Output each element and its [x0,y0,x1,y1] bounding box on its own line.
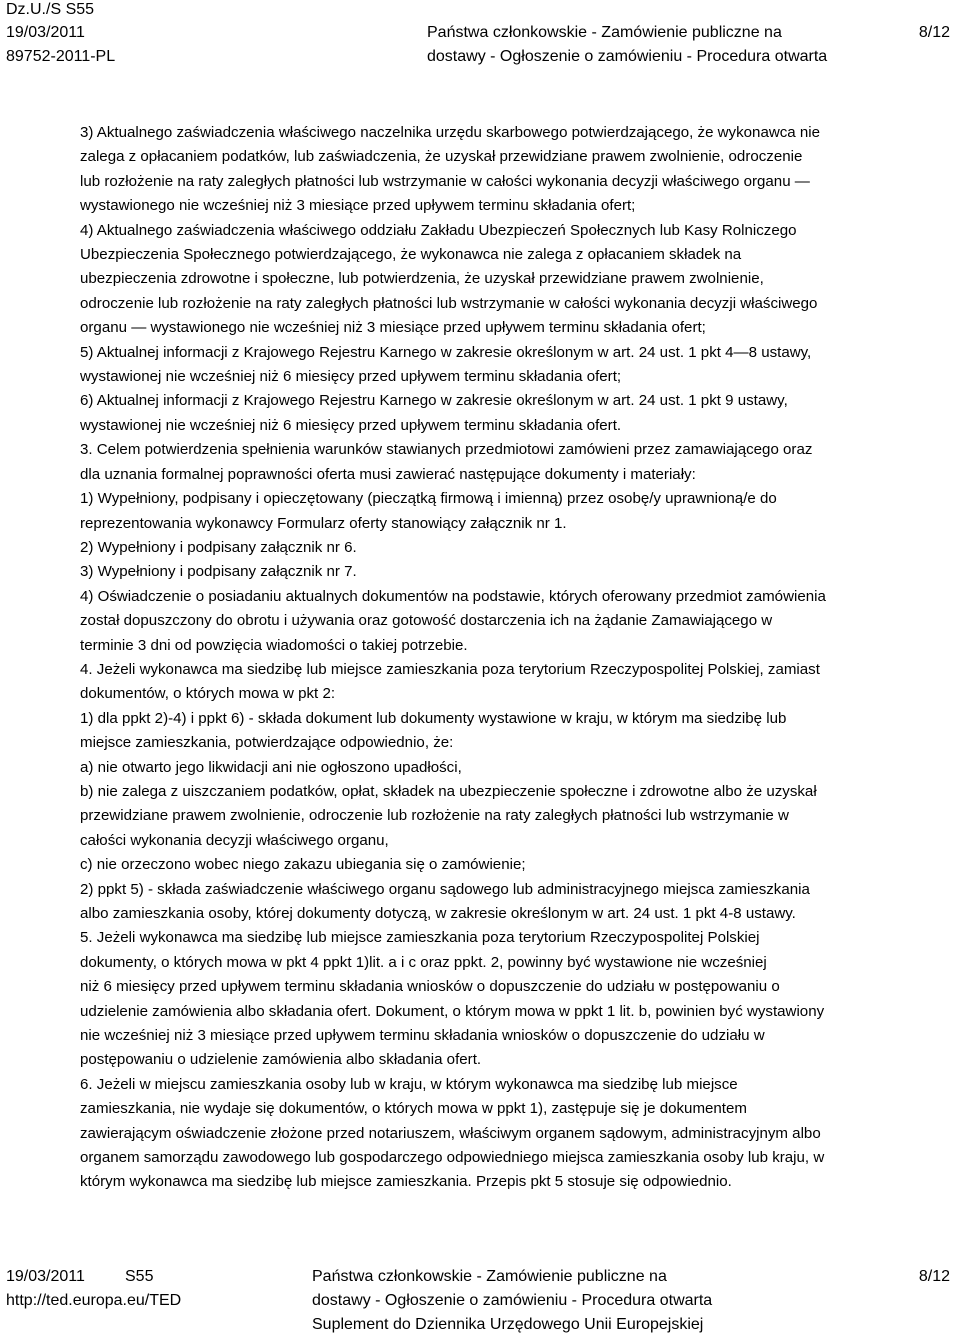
body-line: zalega z opłacaniem podatków, lub zaświadczenia, że uzyskał przewidziane prawem zwolnienie, odroczenie [80,148,803,166]
body-line: dla uznania formalnej poprawności oferta musi zawierać następujące dokumenty i materiały: [80,465,696,483]
body-line: dokumenty, o których mowa w pkt 4 ppkt 1)lit. a i c oraz ppkt. 2, powinny być wystawione nie wcześniej [80,953,767,971]
body-line: Ubezpieczenia Społecznego potwierdzającego, że wykonawca nie zalega z opłacaniem składek na [80,246,742,264]
body-line: organu — wystawionego nie wcześniej niż 3 miesiące przed upływem terminu składania ofert; [80,319,706,337]
body-line: 3. Celem potwierdzenia spełnienia warunków stawianych przedmiotowi zamówieni przez zamawiającego oraz [80,441,813,459]
body-line: 3) Aktualnego zaświadczenia właściwego naczelnika urzędu skarbowego potwierdzającego, że wykonawca nie [80,124,821,141]
body-line: zamieszkania, nie wydaje się dokumentów, o których mowa w ppkt 1), zastępuje się je dokumentem [80,1100,747,1118]
footer-url-link[interactable]: http://ted.europa.eu/TED [6,1292,182,1309]
body-line: całości wykonania decyzji właściwego organu, [80,831,389,849]
document-body [80,121,956,1195]
body-line: 3) Wypełniony i podpisany załącznik nr 7. [80,563,357,581]
header-title-line1: Państwa członkowskie - Zamówienie publiczne na [427,24,782,41]
body-line: wystawionego nie wcześniej niż 3 miesiące przed upływem terminu składania ofert; [80,197,636,215]
page-footer [0,1262,960,1334]
body-line: 4) Oświadczenie o posiadaniu aktualnych dokumentów na podstawie, których oferowany przedmiot zamówienia [80,587,826,605]
header-page-number: 8/12 [918,24,950,41]
body-line: terminie 3 dni od powzięcia wiadomości o takiej potrzebie. [80,636,468,654]
body-line: ubezpieczenia zdrowotne i społeczne, lub potwierdzenia, że uzyskał przewidziane prawem zwolnienie, [80,270,764,288]
body-line: postępowaniu o udzielenie zamówienia albo składania ofert. [80,1051,482,1069]
body-line: 4) Aktualnego zaświadczenia właściwego oddziału Zakładu Ubezpieczeń Społecznych lub Kasy Rolniczego [80,221,797,239]
body-line: lub rozłożenie na raty zaległych płatności lub wstrzymanie w całości wykonania decyzji właściwego organu — [80,172,810,190]
body-line: 5) Aktualnej informacji z Krajowego Rejestru Karnego w zakresie określonym w art. 24 ust. 1 pkt 4—8 ustawy, [80,343,812,361]
body-line: organem samorządu zawodowego lub gospodarczego odpowiedniego miejsca zamieszkania osoby lub kraju, w [80,1149,825,1167]
body-line: którym wykonawca ma siedzibę lub miejsce zamieszkania. Przepis pkt 5 stosuje się odpowiednio. [80,1173,732,1191]
body-line: albo zamieszkania osoby, której dokumenty dotyczą, w zakresie określonym w art. 24 ust. 1 pkt 4-8 ustawy. [80,905,796,922]
body-line: 1) Wypełniony, podpisany i opieczętowany (pieczątką firmową i imienną) przez osobę/y uprawnioną/e do [80,490,777,508]
footer-title-line2: dostawy - Ogłoszenie o zamówieniu - Procedura otwarta [312,1292,713,1309]
body-line: dokumentów, o których mowa w pkt 2: [80,685,336,703]
body-line: nie wcześniej niż 3 miesiące przed upływem terminu składania wniosków o dopuszczenie do udziału w [80,1027,765,1045]
footer-page-number: 8/12 [918,1268,950,1285]
footer-supplement-title: Suplement do Dziennika Urzędowego Unii Europejskiej [312,1316,704,1333]
header-date: 19/03/2011 [6,24,85,41]
journal-reference: Dz.U./S S55 [6,1,95,18]
body-line: niż 6 miesięcy przed upływem terminu składania wniosków o dopuszczenie do udziału w postępowaniu o [80,978,780,996]
body-line: wystawionej nie wcześniej niż 6 miesięcy przed upływem terminu składania ofert. [80,416,622,434]
body-line: c) nie orzeczono wobec niego zakazu ubiegania się o zamówienie; [80,856,526,874]
footer-date: 19/03/2011 [6,1268,85,1285]
body-line: 5. Jeżeli wykonawca ma siedzibę lub miejsce zamieszkania poza terytorium Rzeczypospolitej Polskiej [80,929,760,947]
body-line: 2) ppkt 5) - składa zaświadczenie właściwego organu sądowego lub administracyjnego miejsca zamieszkania [80,880,810,898]
page-header [0,0,960,68]
body-line: zawierającym oświadczenie złożone przed notariuszem, właściwym organem sądowym, administracyjnym albo [80,1124,821,1142]
body-line: miejsce zamieszkania, potwierdzające odpowiednio, że: [80,734,454,752]
body-line: 1) dla ppkt 2)-4) i ppkt 6) - składa dokument lub dokumenty wystawione w kraju, w którym ma siedzibę lub [80,709,787,727]
body-line: a) nie otwarto jego likwidacji ani nie ogłoszono upadłości, [80,758,462,776]
body-line: wystawionej nie wcześniej niż 6 miesięcy przed upływem terminu składania ofert; [80,368,622,386]
body-line: 6) Aktualnej informacji z Krajowego Rejestru Karnego w zakresie określonym w art. 24 ust. 1 pkt 9 ustawy, [80,392,788,410]
body-line: przewidziane prawem zwolnienie, odroczenie lub rozłożenie na raty zaległych płatności lub wstrzymanie w [80,807,789,825]
body-line: odroczenie lub rozłożenie na raty zaległych płatności lub wstrzymanie w całości wykonania decyzji właściwego [80,294,818,312]
body-line: 4. Jeżeli wykonawca ma siedzibę lub miejsce zamieszkania poza terytorium Rzeczypospolitej Polskiej, zamiast [80,660,820,678]
footer-title-line1: Państwa członkowskie - Zamówienie publiczne na [312,1268,667,1285]
header-title-line2: dostawy - Ogłoszenie o zamówieniu - Procedura otwarta [427,48,828,65]
body-line: reprezentowania wykonawcy Formularz oferty stanowiący załącznik nr 1. [80,514,567,532]
notice-id: 89752-2011-PL [6,48,116,65]
body-line: 6. Jeżeli w miejscu zamieszkania osoby lub w kraju, w którym wykonawca ma siedzibę lub miejsce [80,1075,738,1093]
body-line: został dopuszczony do obrotu i używania oraz gotowość dostarczenia ich na żądanie Zamawiającego w [80,612,773,630]
body-line: 2) Wypełniony i podpisany załącznik nr 6. [80,538,357,556]
footer-series: S55 [125,1268,154,1285]
body-line: b) nie zalega z uiszczaniem podatków, opłat, składek na ubezpieczenie społeczne i zdrowotne albo że uzyskał [80,782,817,800]
body-line: udzielenie zamówienia albo składania ofert. Dokument, o którym mowa w ppkt 1 lit. b, powinien być wystawiony [80,1002,825,1020]
